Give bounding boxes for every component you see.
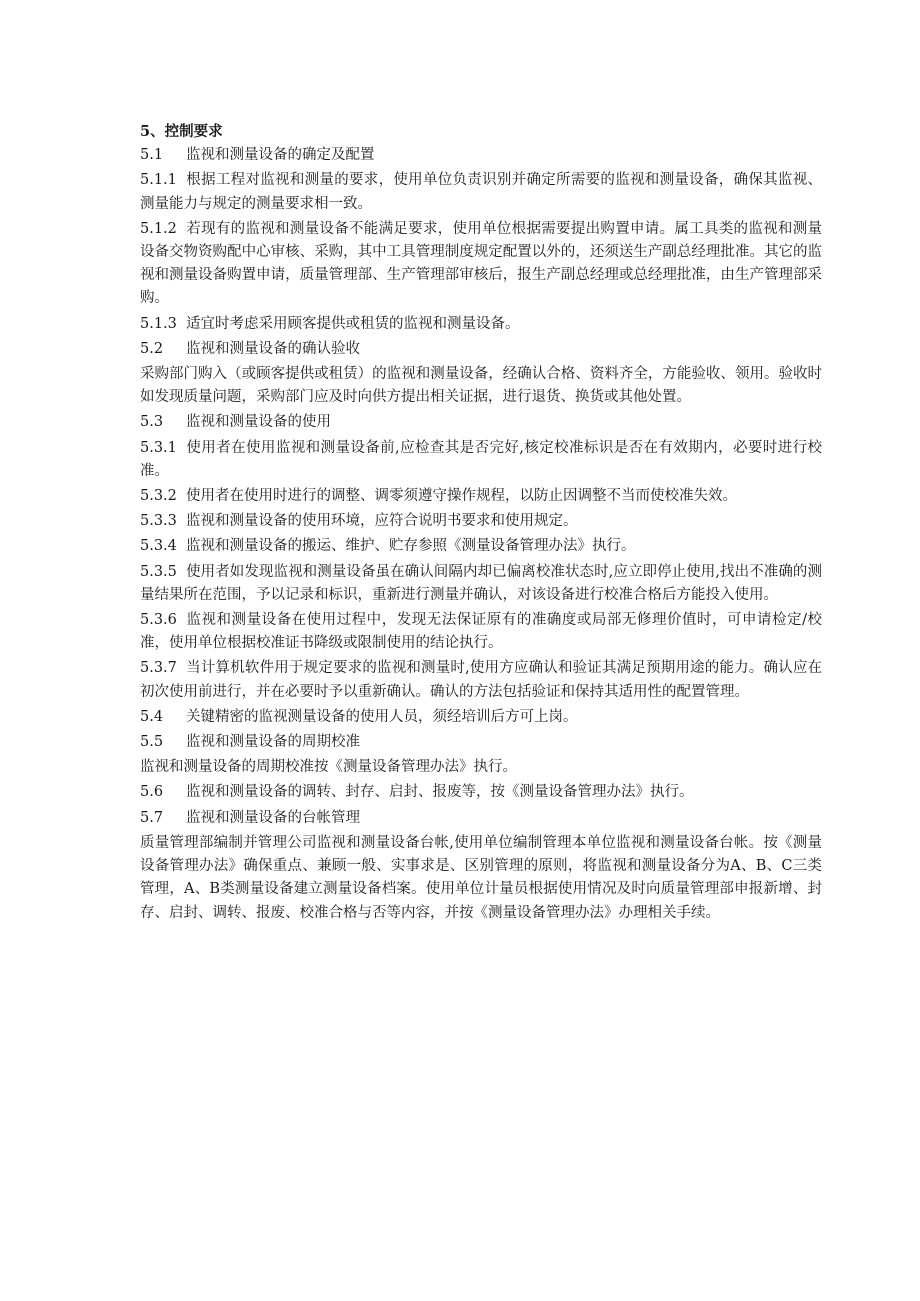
- clause-number: 5.3.1: [140, 439, 177, 456]
- paragraph-5-7-body: 质量管理部编制并管理公司监视和测量设备台帐,使用单位编制管理本单位监视和测量设备台帐。按《测量设备管理办法》确保重点、兼顾一般、实事求是、区别管理的原则，将监视和测量设备分为A、B、C三类管理，A、B类测量设备建立测量设备档案。使用单位计量员根据使用情况及时向质量管理部申报新增、封存、启封、调转、报废、校准合格与否等内容，并按《测量设备管理办法》办理相关手续。: [140, 834, 822, 921]
- clause-number: 5.3.4: [140, 538, 177, 555]
- clause-text: 当计算机软件用于规定要求的监视和测量时,使用方应确认和验证其满足预期用途的能力。确认应在初次使用前进行，并在必要时予以重新确认。确认的方法包括验证和保持其适用性的配置管理。: [140, 660, 822, 700]
- clause-text: 监视和测量设备的确定及配置: [186, 147, 375, 164]
- clause-number: 5.1.1: [140, 172, 177, 189]
- clause-text: 根据工程对监视和测量的要求，使用单位负责识别并确定所需要的监视和测量设备，确保其监视、测量能力与规定的测量要求相一致。: [140, 172, 822, 212]
- clause-number: 5.6: [140, 784, 164, 801]
- clause-5-1-1: [140, 169, 822, 215]
- clause-text: 监视和测量设备的使用: [186, 414, 331, 431]
- clause-text: 使用者在使用监视和测量设备前,应检查其是否完好,核定校准标识是否在有效期内，必要时进行校准。: [140, 439, 822, 479]
- clause-5-6: [140, 781, 822, 804]
- clause-5-3: [140, 411, 822, 434]
- clause-text: 监视和测量设备的周期校准: [186, 734, 360, 751]
- clause-text: 监视和测量设备的台帐管理: [186, 809, 360, 826]
- clause-5-5: [140, 731, 822, 754]
- clause-number: 5.3.3: [140, 513, 177, 530]
- clause-5-3-2: [140, 485, 822, 508]
- clause-text: 监视和测量设备的搬运、维护、贮存参照《测量设备管理办法》执行。: [186, 538, 636, 555]
- clause-5-3-4: [140, 535, 822, 558]
- clause-5-3-7: [140, 657, 822, 703]
- clause-number: 5.3.6: [140, 612, 177, 629]
- clause-number: 5.1.3: [140, 315, 177, 332]
- clause-text: 监视和测量设备的调转、封存、启封、报废等，按《测量设备管理办法》执行。: [186, 784, 694, 801]
- clause-text: 使用者如发现监视和测量设备虽在确认间隔内却已偏离校准状态时,应立即停止使用,找出不准确的测量结果所在范围，予以记录和标识，重新进行测量并确认，对该设备进行校准合格后方能投入使用。: [140, 563, 822, 603]
- clause-text: 监视和测量设备的确认验收: [186, 340, 360, 357]
- clause-5-4: [140, 706, 822, 729]
- clause-number: 5.4: [140, 708, 164, 725]
- clause-number: 5.1.2: [140, 220, 177, 237]
- clause-5-3-6: [140, 609, 822, 655]
- clause-5-1: [140, 144, 822, 167]
- clause-text: 监视和测量设备的使用环境，应符合说明书要求和使用规定。: [186, 513, 578, 530]
- clause-number: 5.3.2: [140, 488, 177, 505]
- clause-number: 5.3.7: [140, 660, 177, 677]
- clause-5-1-2: [140, 218, 822, 311]
- clause-text: 使用者在使用时进行的调整、调零须遵守操作规程，以防止因调整不当而使校准失效。: [186, 488, 737, 505]
- clause-5-3-3: [140, 510, 822, 533]
- paragraph-5-2-body: 采购部门购入（或顾客提供或租赁）的监视和测量设备，经确认合格、资料齐全，方能验收、领用。验收时如发现质量问题，采购部门应及时向供方提出相关证据，进行退货、换货或其他处置。: [140, 366, 822, 406]
- clause-5-1-3: [140, 313, 822, 336]
- clause-text: 若现有的监视和测量设备不能满足要求，使用单位根据需要提出购置申请。属工具类的监视和测量设备交物资购配中心审核、采购，其中工具管理制度规定配置以外的，还须送生产副总经理批准。其它的监视和测量设备购置申请，质量管理部、生产管理部审核后，报生产副总经理或总经理批准，由生产管理部采购。: [140, 220, 822, 307]
- clause-5-7: [140, 807, 822, 830]
- clause-text: 监视和测量设备在使用过程中，发现无法保证原有的准确度或局部无修理价值时，可申请检定/校准，使用单位根据校准证书降级或限制使用的结论执行。: [140, 612, 822, 652]
- clause-number: 5.7: [140, 809, 164, 826]
- paragraph-5-5-body: 监视和测量设备的周期校准按《测量设备管理办法》执行。: [140, 759, 517, 776]
- clause-5-3-5: [140, 561, 822, 607]
- clause-number: 5.3.5: [140, 563, 177, 580]
- document-page: [140, 120, 822, 927]
- clause-5-2: [140, 338, 822, 361]
- clause-5-3-1: [140, 437, 822, 483]
- section-heading: 5、控制要求: [140, 123, 223, 140]
- clause-text: 关键精密的监视测量设备的使用人员，须经培训后方可上岗。: [186, 708, 578, 725]
- clause-number: 5.5: [140, 734, 164, 751]
- clause-number: 5.3: [140, 414, 164, 431]
- clause-number: 5.1: [140, 147, 164, 164]
- clause-number: 5.2: [140, 340, 164, 357]
- clause-text: 适宜时考虑采用顾客提供或租赁的监视和测量设备。: [186, 315, 520, 332]
